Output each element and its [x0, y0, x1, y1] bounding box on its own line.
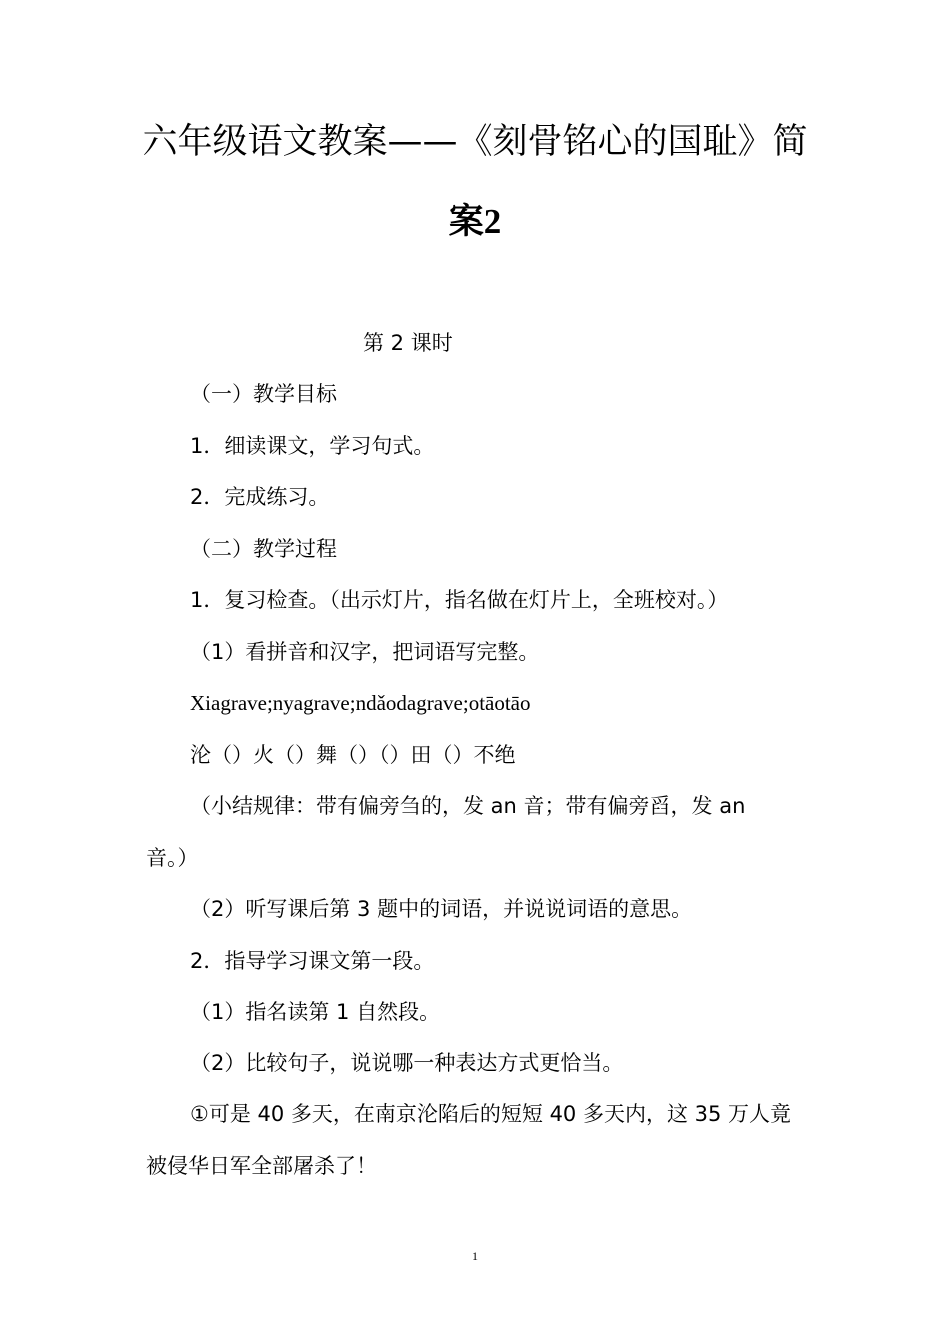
process-step-1: 1．复习检查。（出示灯片，指名做在灯片上，全班校对。）: [190, 588, 729, 612]
document-title-line-2-text: 案: [448, 202, 484, 242]
document-title-line-1: 六年级语文教案——《刻骨铭心的国耻》简: [142, 122, 808, 162]
section-heading-process: （二）教学过程: [190, 537, 337, 561]
objective-item-1: 1．细读课文，学习句式。: [190, 434, 435, 458]
process-substep-1-1: （1）看拼音和汉字，把词语写完整。: [190, 640, 540, 664]
process-substep-2-2: （2）比较句子，说说哪一种表达方式更恰当。: [190, 1051, 624, 1075]
summary-note-line-1: （小结规律：带有偏旁刍的，发 an 音；带有偏旁舀，发 an: [190, 794, 746, 818]
pinyin-text: Xiagrave;nyagrave;ndǎodagrave;otāotāo: [190, 691, 531, 715]
example-sentence-1-line-2: 被侵华日军全部屠杀了！: [146, 1154, 377, 1178]
lesson-label: 第 2 课时: [363, 331, 453, 355]
fill-in-blank-words: 沦（）火（）舞（）（）田（）不绝: [190, 743, 516, 767]
objective-item-2: 2．完成练习。: [190, 485, 330, 509]
process-step-2: 2．指导学习课文第一段。: [190, 949, 435, 973]
summary-note-line-2: 音。）: [146, 846, 199, 870]
pinyin-line: [190, 690, 531, 716]
example-sentence-1-line-1: ①可是 40 多天，在南京沦陷后的短短 40 多天内，这 35 万人竟: [190, 1102, 792, 1126]
process-substep-1-2: （2）听写课后第 3 题中的词语，并说说词语的意思。: [190, 897, 693, 921]
process-substep-2-1: （1）指名读第 1 自然段。: [190, 1000, 441, 1024]
document-title-line-2: [0, 202, 950, 242]
document-title-line-2-number: 2: [483, 202, 502, 241]
section-heading-objectives: （一）教学目标: [190, 382, 337, 406]
page-number: 1: [472, 1249, 478, 1263]
